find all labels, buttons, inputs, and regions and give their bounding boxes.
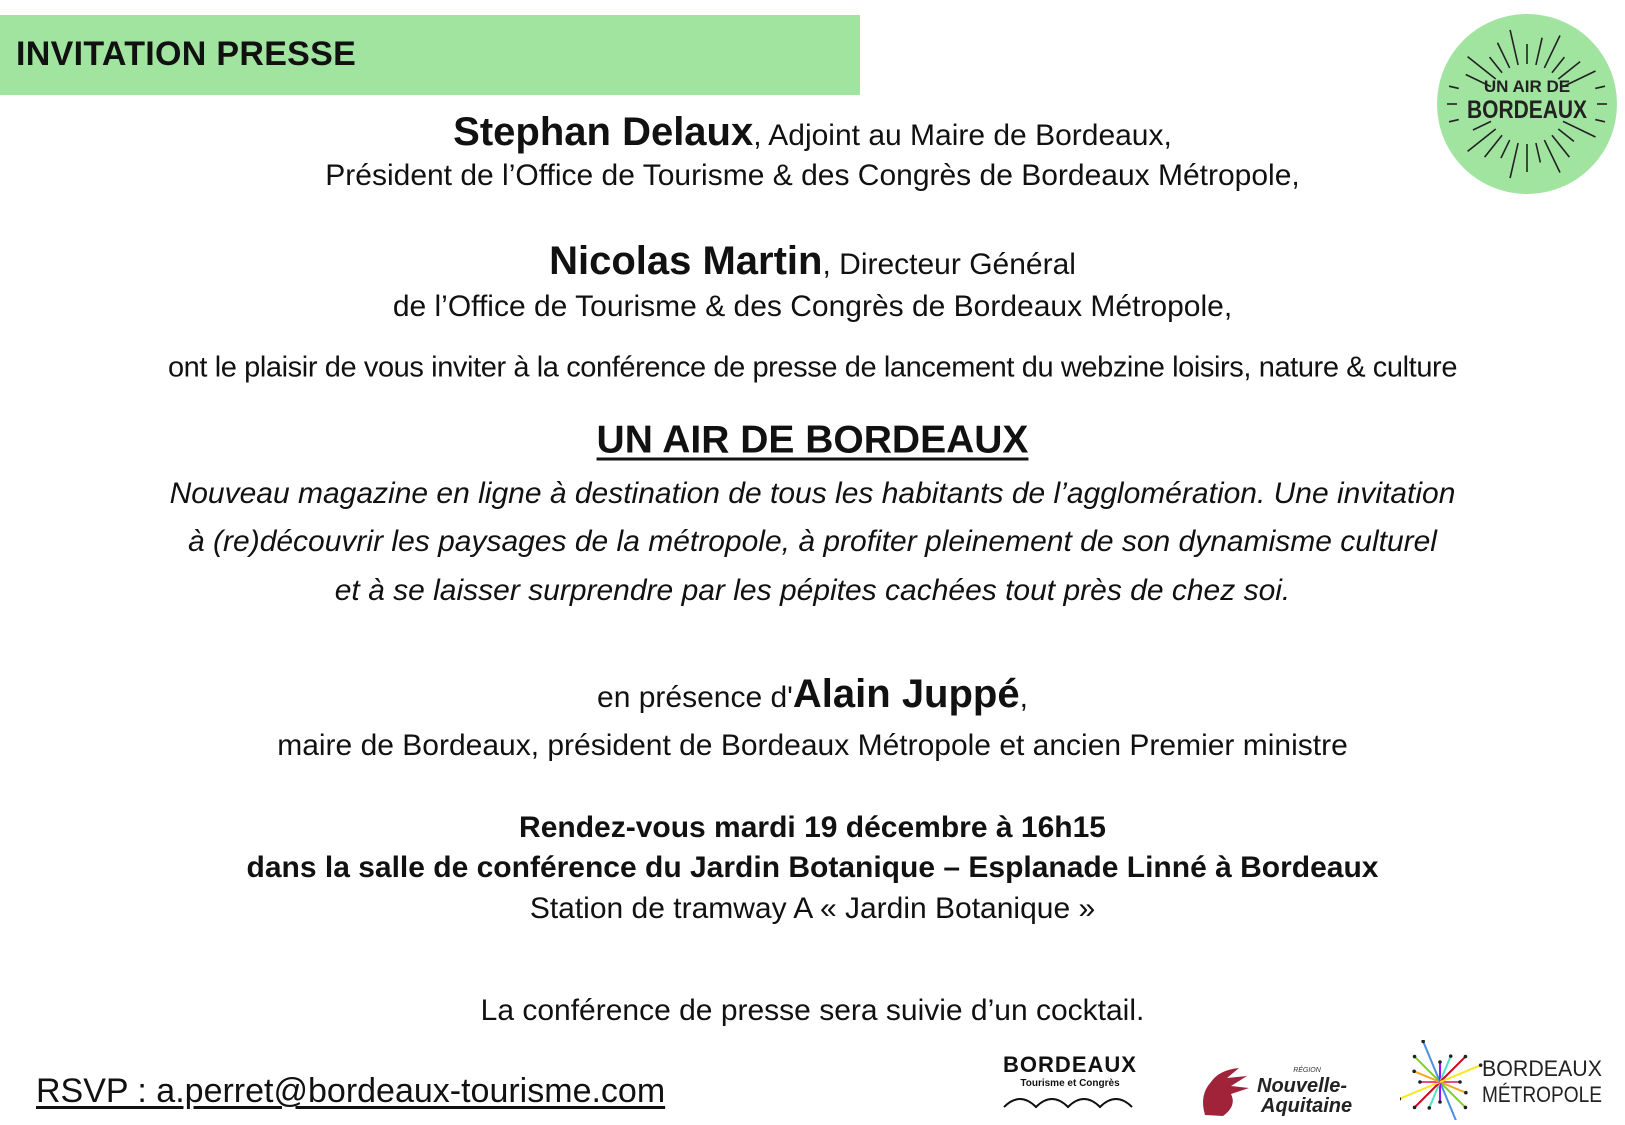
host2-role2: de l’Office de Tourisme & des Congrès de Bordeaux Métropole, xyxy=(392,290,1233,323)
event-where: dans la salle de conférence du Jardin Botanique – Esplanade Linné à Bordeaux xyxy=(246,851,1379,884)
tourisme-logo-sub: Tourisme et Congrès xyxy=(1020,1078,1120,1089)
guest-role: maire de Bordeaux, président de Bordeaux Métropole et ancien Premier ministre xyxy=(277,729,1348,762)
magazine-desc-3: et à se laisser surprendre par les pépites cachées tout près de chez soi. xyxy=(334,574,1291,607)
svg-text:UN AIR DE: UN AIR DE xyxy=(1483,77,1571,96)
host2-role: , Directeur Général xyxy=(822,248,1076,281)
bordeaux-metropole-logo xyxy=(1400,1040,1610,1120)
guest-suffix: , xyxy=(1019,681,1028,714)
magazine-desc-2: à (re)découvrir les paysages de la métropole, à profiter pleinement de son dynamisme culturel xyxy=(188,525,1437,558)
guest-prefix: en présence d' xyxy=(597,681,793,714)
svg-text:Aquitaine: Aquitaine xyxy=(1261,1095,1353,1117)
waves-icon xyxy=(1000,1089,1140,1111)
svg-text:MÉTROPOLE: MÉTROPOLE xyxy=(1482,1082,1602,1107)
host1-name: Stephan Delaux xyxy=(453,110,754,154)
bordeaux-tourisme-logo xyxy=(995,1052,1145,1116)
nouvelle-aquitaine-logo xyxy=(1197,1060,1362,1120)
host1-line xyxy=(0,112,1625,152)
tourisme-logo-name: BORDEAUX xyxy=(1003,1052,1137,1077)
svg-text:Nouvelle-: Nouvelle- xyxy=(1257,1075,1348,1097)
magazine-desc-1: Nouveau magazine en ligne à destination de tous les habitants de l’agglomération. Une invitation xyxy=(169,477,1456,510)
cocktail-note: La conférence de presse sera suivie d’un cocktail. xyxy=(480,994,1145,1027)
svg-text:BORDEAUX: BORDEAUX xyxy=(1482,1056,1603,1081)
host2-line xyxy=(0,241,1625,281)
magazine-title: UN AIR DE BORDEAUX xyxy=(596,418,1029,462)
guest-line xyxy=(0,674,1625,714)
event-when: Rendez-vous mardi 19 décembre à 16h15 xyxy=(519,811,1106,844)
invite-line: ont le plaisir de vous inviter à la conférence de presse de lancement du webzine loisirs, nature & culture xyxy=(167,351,1458,384)
host1-role2: Président de l’Office de Tourisme & des Congrès de Bordeaux Métropole, xyxy=(325,159,1300,192)
svg-text:RÉGION: RÉGION xyxy=(1293,1067,1321,1074)
banner-label: INVITATION PRESSE xyxy=(16,35,357,73)
rsvp-email-link[interactable]: RSVP : a.perret@bordeaux-tourisme.com xyxy=(36,1072,666,1110)
invitation-banner xyxy=(0,15,860,95)
host2-name: Nicolas Martin xyxy=(549,239,823,283)
guest-name: Alain Juppé xyxy=(792,672,1020,716)
host1-role: , Adjoint au Maire de Bordeaux, xyxy=(753,119,1172,152)
event-transport: Station de tramway A « Jardin Botanique » xyxy=(529,892,1096,925)
svg-text:BORDEAUX: BORDEAUX xyxy=(1467,96,1588,124)
